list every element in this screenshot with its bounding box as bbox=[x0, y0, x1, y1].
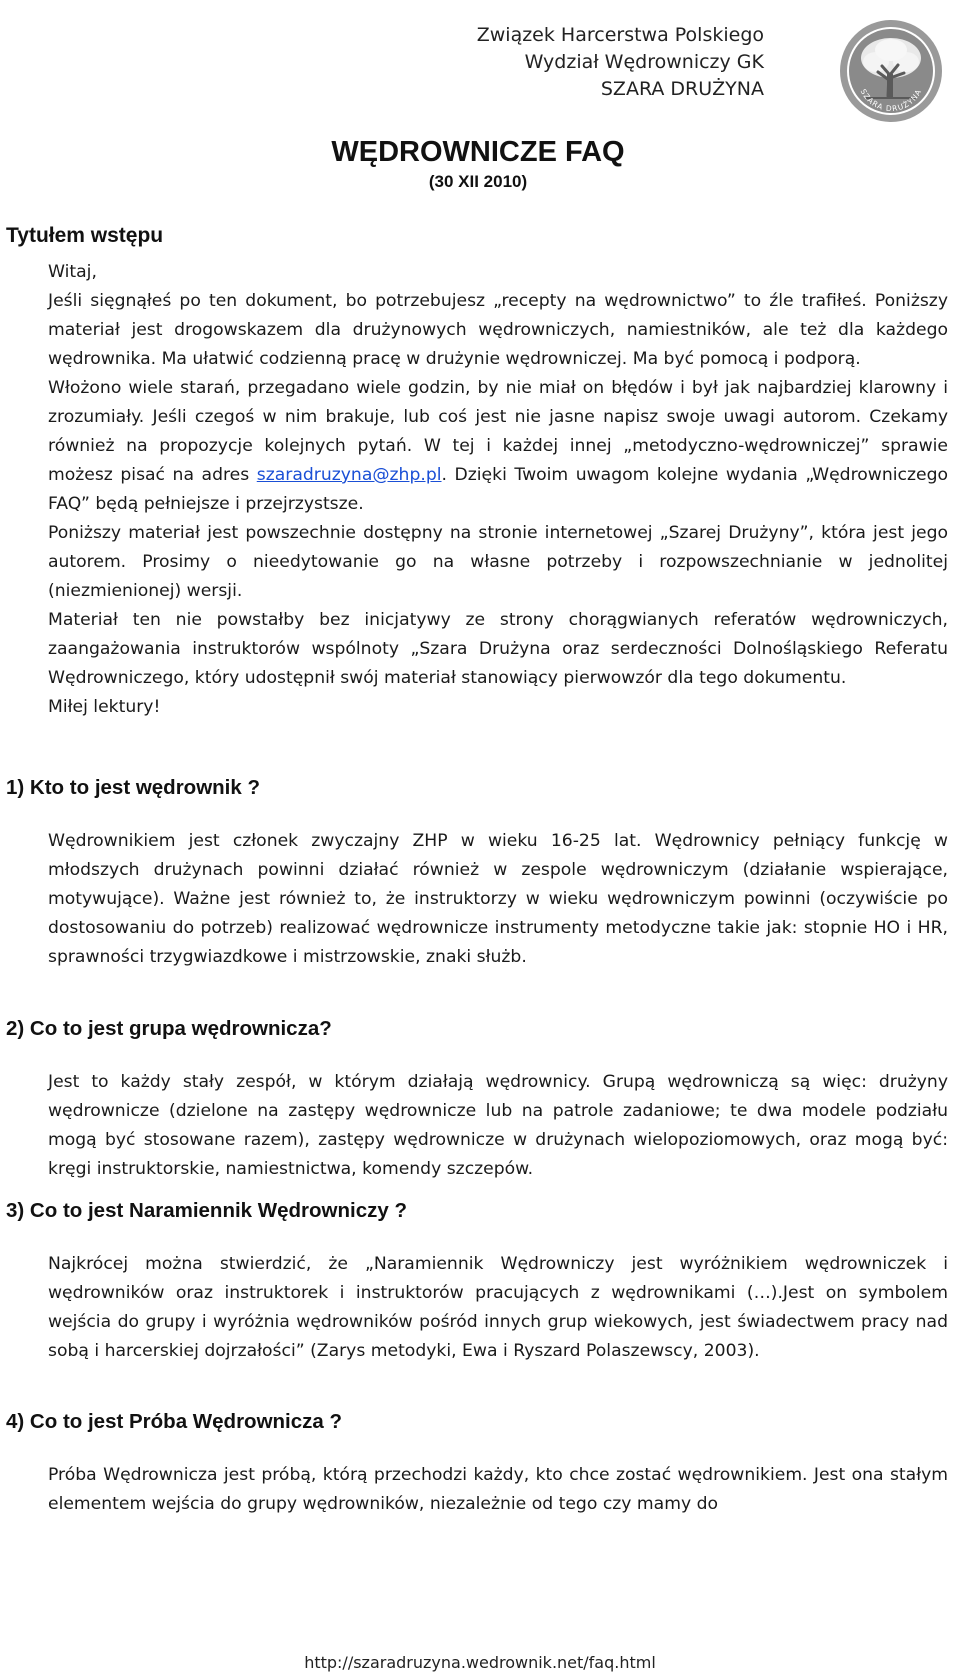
intro-text: . Dzięki Twoim uwagom kolejne wydania „Wędrowniczego FAQ” będą pełniejsze i przejrzystsze. bbox=[48, 465, 948, 514]
question-heading: 4) Co to jest Próba Wędrownicza ? bbox=[6, 1410, 343, 1433]
question-heading: 3) Co to jest Naramiennik Wędrowniczy ? bbox=[6, 1199, 407, 1222]
org-department: Wydział Wędrowniczy GK bbox=[524, 51, 764, 73]
svg-text:SZARA DRUŻYNA: SZARA DRUŻYNA bbox=[858, 87, 924, 114]
question-heading: 1) Kto to jest wędrownik ? bbox=[6, 776, 260, 799]
footer-url: http://szaradruzyna.wedrownik.net/faq.html bbox=[304, 1653, 656, 1672]
szara-druzyna-logo bbox=[838, 18, 944, 124]
intro-closing: Miłej lektury! bbox=[48, 697, 161, 717]
question-answer: Próba Wędrownicza jest próbą, którą przechodzi każdy, kto chce zostać wędrownikiem. Jest ona stałym elementem wejścia do grupy wędrowników, niezależnie od tego czy mamy do bbox=[48, 1465, 948, 1514]
question-answer: Jest to każdy stały zespół, w którym działają wędrownicy. Grupą wędrowniczą są więc: drużyny wędrownicze (dzielone na zastępy wędrownicze lub na patrole zadaniowe; te dwa modele podziału mogą być stosowane razem), zastępy wędrownicze w drużynach wielopoziomowych, oraz mogą być: kręgi instruktorskie, namiestnictwa, komendy szczepów. bbox=[48, 1072, 948, 1179]
document-title: WĘDROWNICZE FAQ bbox=[331, 136, 625, 168]
email-link[interactable]: szaradruzyna@zhp.pl bbox=[256, 465, 442, 485]
document-date: (30 XII 2010) bbox=[428, 172, 528, 191]
question-answer: Najkrócej można stwierdzić, że „Naramiennik Wędrowniczy jest wyróżnikiem wędrowniczek i wędrowników oraz instruktorek i instruktorów pracujących z wędrownikami (…).Jest on symbolem wejścia do grupy i wyróżnia wędrowników pośród innych grup wiekowych, jest świadectwem pracy nad sobą i harcerskiej dojrzałości” (Zarys metodyki, Ewa i Ryszard Polaszewscy, 2003). bbox=[48, 1254, 948, 1361]
intro-paragraph: Jeśli sięgnąłeś po ten dokument, bo potrzebujesz „recepty na wędrownictwo” to źle trafiłeś. Poniższy materiał jest drogowskazem dla drużynowych wędrowniczych, namiestników, ale też dla każdego wędrownika. Ma ułatwić codzienną pracę w drużynie wędrowniczej. Ma być pomocą i podporą. bbox=[48, 291, 948, 369]
intro-section bbox=[48, 258, 948, 722]
org-name: Związek Harcerstwa Polskiego bbox=[476, 24, 764, 46]
intro-text: Włożono wiele starań, przegadano wiele godzin, by nie miał on błędów i był jak najbardziej klarowny i zrozumiały. Jeśli czegoś w nim brakuje, lub coś jest nie jasne napisz swoje uwagi autorom. Czekamy również na propozycje kolejnych pytań. W tej i każdej innej „metodyczno-wędrowniczej” sprawie możesz pisać na adres bbox=[48, 378, 948, 485]
question-answer: Wędrownikiem jest członek zwyczajny ZHP w wieku 16-25 lat. Wędrownicy pełniący funkcję w młodszych drużynach powinni działać również w zespole wędrowniczym (działanie wspierające, motywujące). Ważne jest również to, że instruktorzy w wieku wędrowniczym powinni (oczywiście po dostosowaniu do potrzeb) realizować wędrownicze instrumenty metodyczne takie jak: stopnie HO i HR, sprawności trzygwiazdkowe i mistrzowskie, znaki służb. bbox=[48, 831, 948, 967]
question-heading: 2) Co to jest grupa wędrownicza? bbox=[6, 1017, 332, 1040]
intro-heading: Tytułem wstępu bbox=[6, 224, 164, 247]
intro-paragraph: Materiał ten nie powstałby bez inicjatywy ze strony chorągwianych referatów wędrowniczych, zaangażowania instruktorów wspólnoty „Szara Drużyna oraz serdeczności Dolnośląskiego Referatu Wędrowniczego, który udostępnił swój materiał stanowiący pierwowzór dla tego dokumentu. bbox=[48, 610, 948, 688]
intro-paragraph bbox=[48, 374, 948, 519]
organization-header bbox=[477, 22, 764, 103]
org-unit: SZARA DRUŻYNA bbox=[600, 78, 764, 100]
intro-paragraph: Poniższy materiał jest powszechnie dostępny na stronie internetowej „Szarej Drużyny”, która jest jego autorem. Prosimy o nieedytowanie go na własne potrzeby i rozpowszechnianie w jednolitej (niezmienionej) wersji. bbox=[48, 523, 948, 601]
intro-greeting: Witaj, bbox=[48, 262, 97, 282]
